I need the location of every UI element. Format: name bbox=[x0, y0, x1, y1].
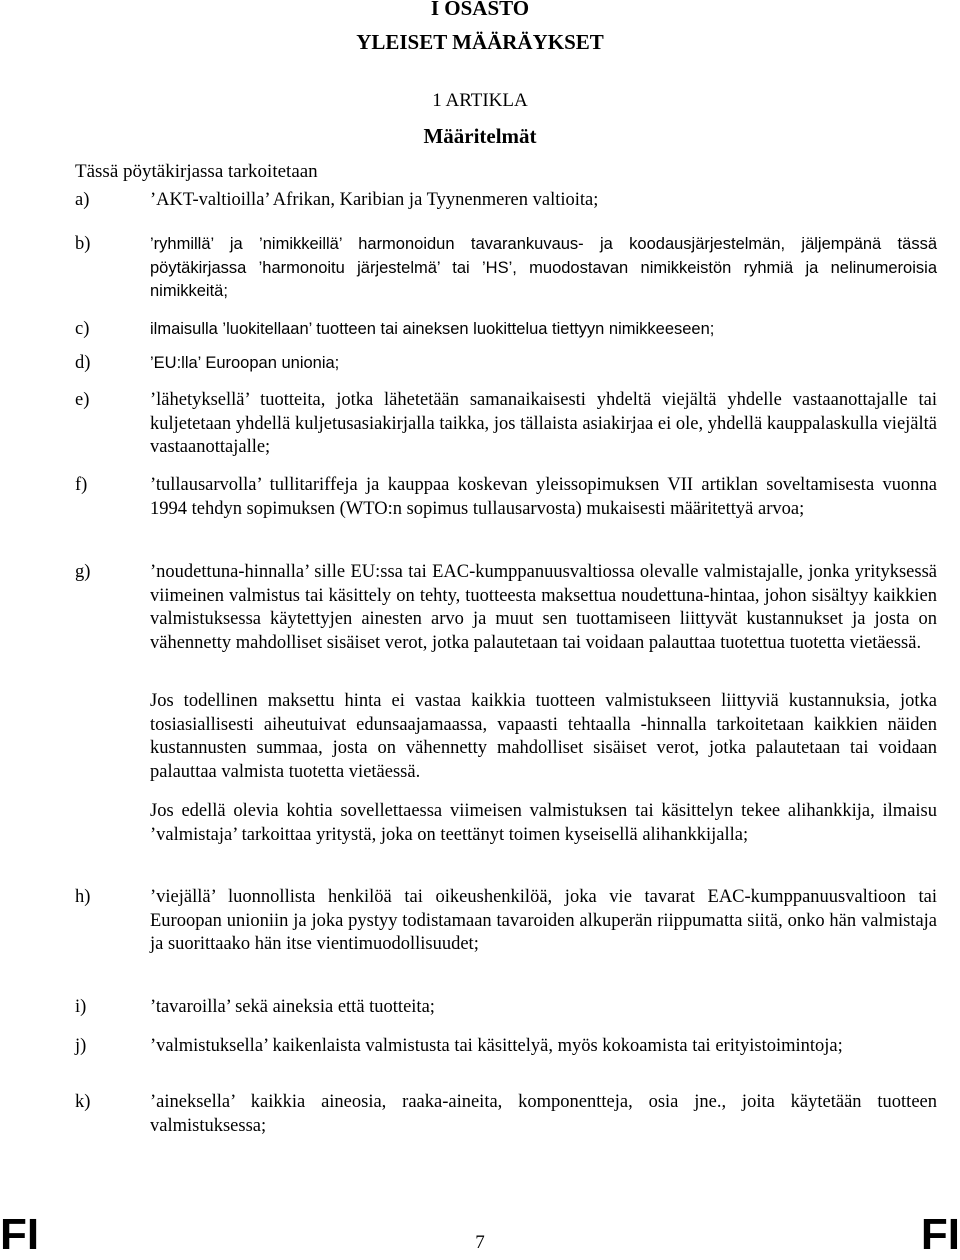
item-text: ’aineksella’ kaikkia aineosia, raaka-aineita, komponentteja, osia jne., joita käytetään tuotteen valmistuksessa; bbox=[150, 1092, 937, 1136]
definition-c bbox=[75, 318, 937, 342]
article-heading: 1 ARTIKLA bbox=[432, 90, 528, 111]
definition-h bbox=[75, 886, 937, 957]
item-text: ’valmistuksella’ kaikenlaista valmistusta tai käsittelyä, myös kokoamista tai erityistoimintoja; bbox=[150, 1036, 843, 1056]
definition-a bbox=[75, 189, 937, 213]
item-text: ’lähetyksellä’ tuotteita, jotka lähetetään samanaikaisesti yhdeltä viejältä yhdelle vastaanottajalle tai kuljetetaan yhdellä kuljetusasiakirjalla taikka, jos tällaista asiakirjaa ei ole, yhdellä kauppalaskulla viejältä vastaanottajalle; bbox=[150, 390, 937, 458]
page-number: 7 bbox=[475, 1232, 485, 1253]
item-label: k) bbox=[75, 1092, 91, 1112]
item-label: d) bbox=[75, 353, 91, 373]
item-label: a) bbox=[75, 190, 90, 210]
item-label: h) bbox=[75, 887, 91, 907]
definition-g-paragraph: Jos todellinen maksettu hinta ei vastaa kaikkia tuotteen valmistukseen liittyviä kustannuksia, jotka tosiasiallisesti aiheutuivat edunsaajamaassa, vapaasti tehtaalla -hinnalla tarkoitetaan kaikkien näiden kustannusten summaa, josta on vähennetty mahdolliset sisäiset verot, jotka palautetaan tai voidaan palauttaa valmista tuotetta vietäessä. bbox=[150, 691, 937, 782]
item-label: g) bbox=[75, 562, 91, 582]
item-text: ’viejällä’ luonnollista henkilöä tai oikeushenkilöä, joka vie tavarat EAC-kumppanuusvaltioon tai Euroopan unioniin ja joka pystyy todistamaan tavaroiden alkuperän riippumatta siitä, onko hän valmistaja ja suorittaako hän itse vientimuodollisuudet; bbox=[150, 887, 937, 955]
section-title: YLEISET MÄÄRÄYKSET bbox=[356, 30, 604, 54]
item-text: ’tullausarvolla’ tullitariffeja ja kauppaa koskevan yleissopimuksen VII artiklan soveltamisesta vuonna 1994 tehdyn sopimuksen (WTO:n sopimus tullausarvosta) mukaisesti määritettyä arvoa; bbox=[150, 475, 937, 519]
definition-e bbox=[75, 389, 937, 460]
article-title: Määritelmät bbox=[423, 124, 537, 148]
intro-text: Tässä pöytäkirjassa tarkoitetaan bbox=[75, 161, 318, 182]
definition-f bbox=[75, 474, 937, 521]
item-text: ’ryhmillä’ ja ’nimikkeillä’ harmonoidun tavarankuvaus- ja koodausjärjestelmän, jäljempänä tässä pöytäkirjassa ’harmonoitu järjestelmä’ tai ’HS’, muodostavan nimikkeistön ryhmiä ja nelinumeroisia nimikkeitä; bbox=[150, 235, 937, 301]
item-text: ’AKT-valtioilla’ Afrikan, Karibian ja Tyynenmeren valtioita; bbox=[150, 190, 599, 210]
definition-j bbox=[75, 1035, 937, 1059]
definition-g bbox=[75, 561, 937, 655]
definition-i bbox=[75, 996, 937, 1020]
item-text: ilmaisulla ’luokitellaan’ tuotteen tai aineksen luokittelua tiettyyn nimikkeeseen; bbox=[150, 320, 715, 338]
item-text: ’noudettuna-hinnalla’ sille EU:ssa tai EAC-kumppanuusvaltiossa olevalle valmistajalle, jonka yrityksessä viimeinen valmistus tai käsittely on tehty, tuotteesta maksettua noudettuna-hintaa, johon sisältyy kaikkien valmistuksessa käytettyjen ainesten arvo ja muut sen tuottamiseen liittyvät kustannukset ja josta on vähennetty mahdolliset sisäiset verot, jotka palautetaan tai voidaan palauttaa tuotettua tuotetta vietäessä. bbox=[150, 562, 937, 653]
item-label: b) bbox=[75, 234, 91, 254]
item-label: j) bbox=[75, 1036, 87, 1056]
definition-d bbox=[75, 352, 937, 376]
item-label: c) bbox=[75, 319, 90, 339]
definition-k bbox=[75, 1091, 937, 1138]
item-label: f) bbox=[75, 475, 88, 495]
item-text: ’tavaroilla’ sekä aineksia että tuotteita; bbox=[150, 997, 435, 1017]
item-label: i) bbox=[75, 997, 87, 1017]
item-text: ’EU:lla’ Euroopan unionia; bbox=[150, 354, 340, 372]
footer-language-mark-left: FI bbox=[0, 1210, 40, 1259]
footer-language-mark-right: FI bbox=[920, 1210, 960, 1259]
item-label: e) bbox=[75, 390, 90, 410]
section-heading: I OSASTO bbox=[430, 0, 530, 20]
definition-g-paragraph: Jos edellä olevia kohtia sovellettaessa viimeisen valmistuksen tai käsittelyn tekee alihankkija, ilmaisu ’valmistaja’ tarkoittaa yritystä, joka on teettänyt toimen kyseisellä alihankkijalla; bbox=[150, 801, 937, 845]
definition-b bbox=[75, 233, 937, 304]
